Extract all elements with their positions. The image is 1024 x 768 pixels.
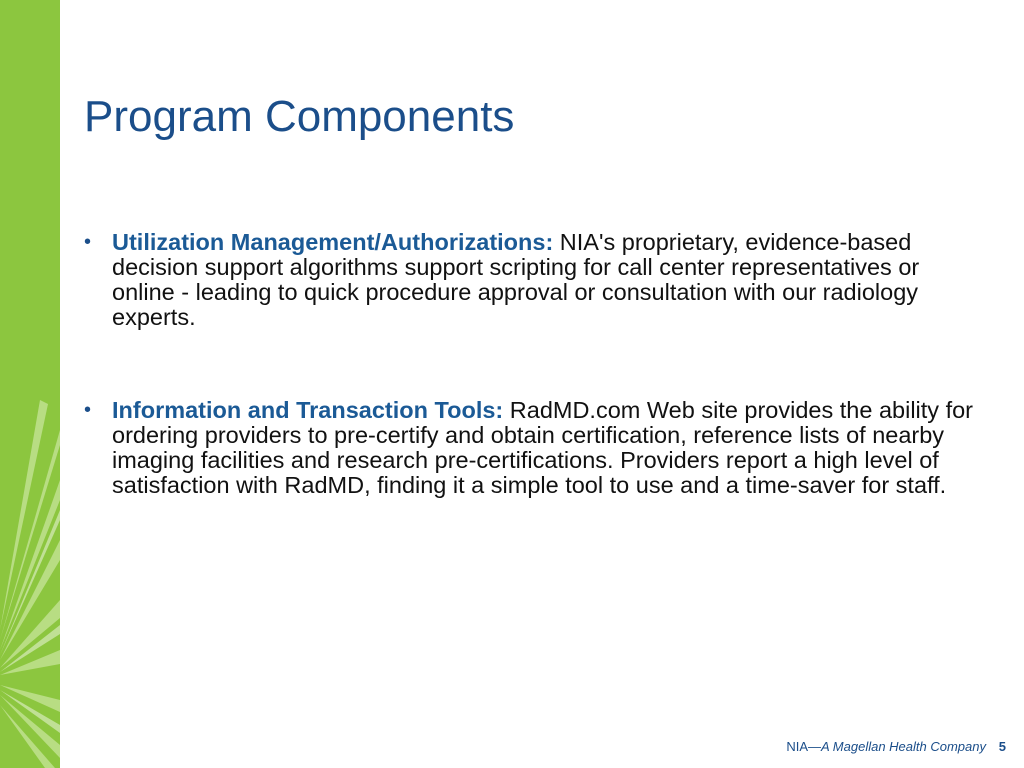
- slide-title: Program Components: [84, 92, 515, 141]
- sidebar-decoration: [0, 0, 60, 768]
- bullet-list: [84, 230, 984, 498]
- bullet-heading: Information and Transaction Tools:: [112, 397, 504, 423]
- bullet-dot-icon: •: [84, 399, 92, 421]
- bullet-item-information-tools: [84, 398, 984, 498]
- bullet-text: NIA's proprietary, evidence-based decision support algorithms support scripting for call center representatives or online - leading to quick procedure approval or consultation with our radiology experts.: [112, 229, 920, 330]
- bullet-text: RadMD.com Web site provides the ability for ordering providers to pre-certify and obtain certification, reference lists of nearby imaging facilities and research pre-certifications. Providers report a high level of satisfaction with RadMD, finding it a simple tool to use and a time-saver for staff.: [112, 397, 973, 498]
- footer-prefix: NIA—: [786, 739, 821, 754]
- footer-company-name: A Magellan Health Company: [821, 739, 986, 754]
- footer-company-line: [786, 739, 986, 754]
- bullet-heading: Utilization Management/Authorizations:: [112, 229, 554, 255]
- page-number: 5: [998, 739, 1006, 754]
- bullet-item-utilization-management: [84, 230, 984, 330]
- bullet-dot-icon: •: [84, 231, 92, 253]
- sunburst-leaves-graphic: [0, 0, 60, 768]
